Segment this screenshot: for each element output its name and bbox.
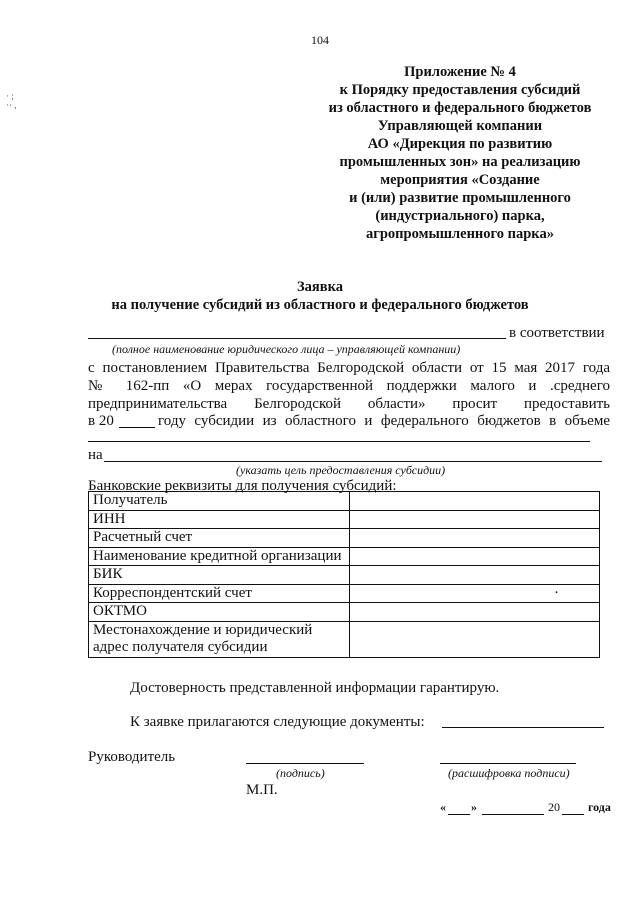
amount-line[interactable] — [88, 441, 590, 442]
document-title — [0, 278, 640, 314]
row-value[interactable] — [350, 510, 600, 529]
intro-line-2: № 162-пп «О мерах государственной поддержки малого и .среднего — [88, 378, 610, 394]
appendix-line: Управляющей компании — [377, 118, 543, 134]
appendix-line: из областного и федерального бюджетов — [328, 100, 592, 116]
appendix-header — [310, 63, 610, 243]
row-label: Получатель — [89, 492, 350, 511]
row-label: БИК — [89, 566, 350, 585]
appendix-line: мероприятия «Создание — [380, 172, 540, 188]
title-line-2: на получение субсидий из областного и федерального бюджетов — [111, 297, 529, 313]
signature-caption: (подпись) — [276, 766, 325, 780]
date-year-prefix: 20 — [548, 800, 560, 814]
row-label: Расчетный счет — [89, 529, 350, 548]
year-blank[interactable] — [119, 427, 155, 428]
signature-decode-caption: (расшифровка подписи) — [448, 766, 570, 780]
signature-line[interactable] — [246, 763, 364, 764]
date-year-line[interactable] — [562, 814, 584, 815]
page-number: 104 — [311, 33, 329, 47]
row-label: ОКТМО — [89, 603, 350, 622]
appendix-line: (индустриального) парка, — [375, 208, 545, 224]
intro-line-1: с постановлением Правительства Белгородской области от 15 мая 2017 года — [88, 360, 610, 376]
row-value[interactable] — [350, 547, 600, 566]
date-close-quote: » — [471, 800, 477, 814]
stamp-label: М.П. — [246, 782, 278, 798]
title-line-1: Заявка — [297, 279, 343, 295]
appendix-line: и (или) развитие промышленного — [349, 190, 571, 206]
row-value[interactable] — [350, 492, 600, 511]
date-open-quote: « — [440, 800, 446, 814]
appendix-line: к Порядку предоставления субсидий — [339, 82, 581, 98]
on-text: на — [88, 447, 103, 463]
intro-line-4b: году субсидии из областного и федерального бюджетов в объеме — [158, 413, 610, 429]
guarantee-text: Достоверность представленной информации гарантирую. — [130, 680, 500, 696]
date-month-line[interactable] — [482, 814, 544, 815]
appendix-line: Приложение № 4 — [404, 64, 516, 80]
table-row — [89, 510, 600, 529]
row-label: ИНН — [89, 510, 350, 529]
row-value[interactable] — [350, 621, 600, 657]
appendix-line: АО «Дирекция по развитию — [367, 136, 553, 152]
table-row — [89, 584, 600, 603]
date-day-line[interactable] — [448, 814, 470, 815]
table-row — [89, 566, 600, 585]
row-value[interactable] — [350, 529, 600, 548]
attached-docs-text: К заявке прилагаются следующие документы: — [130, 714, 425, 730]
margin-marks: · ; ·· , — [6, 91, 17, 110]
appendix-line: промышленных зон» на реализацию — [339, 154, 581, 170]
bank-details-table — [88, 491, 600, 658]
row-value[interactable]: · — [350, 584, 600, 603]
signature-decode-line[interactable] — [440, 763, 576, 764]
table-row — [89, 621, 600, 657]
table-row — [89, 492, 600, 511]
intro-line-4a: в 20 — [88, 413, 114, 429]
applicant-name-line[interactable] — [88, 338, 506, 339]
row-value[interactable] — [350, 603, 600, 622]
appendix-line: агропромышленного парка» — [366, 226, 554, 242]
date-year-word: года — [588, 800, 611, 814]
accordance-text: в соответствии — [509, 325, 605, 341]
goal-caption: (указать цель предоставления субсидии) — [236, 463, 446, 477]
goal-line[interactable] — [104, 461, 602, 462]
applicant-name-caption: (полное наименование юридического лица – управляющей компании) — [112, 342, 461, 356]
row-label: Корреспондентский счет — [89, 584, 350, 603]
table-row — [89, 529, 600, 548]
head-label: Руководитель — [88, 749, 176, 765]
row-value[interactable] — [350, 566, 600, 585]
table-row — [89, 603, 600, 622]
table-row — [89, 547, 600, 566]
row-label: Местонахождение и юридический адрес получателя субсидии — [89, 621, 350, 657]
attached-docs-line[interactable] — [442, 727, 604, 728]
bank-heading: Банковские реквизиты для получения субсидий: — [88, 478, 397, 494]
row-label: Наименование кредитной организации — [89, 547, 350, 566]
intro-line-3: предпринимательства Белгородской области» просит предоставить — [88, 396, 610, 412]
